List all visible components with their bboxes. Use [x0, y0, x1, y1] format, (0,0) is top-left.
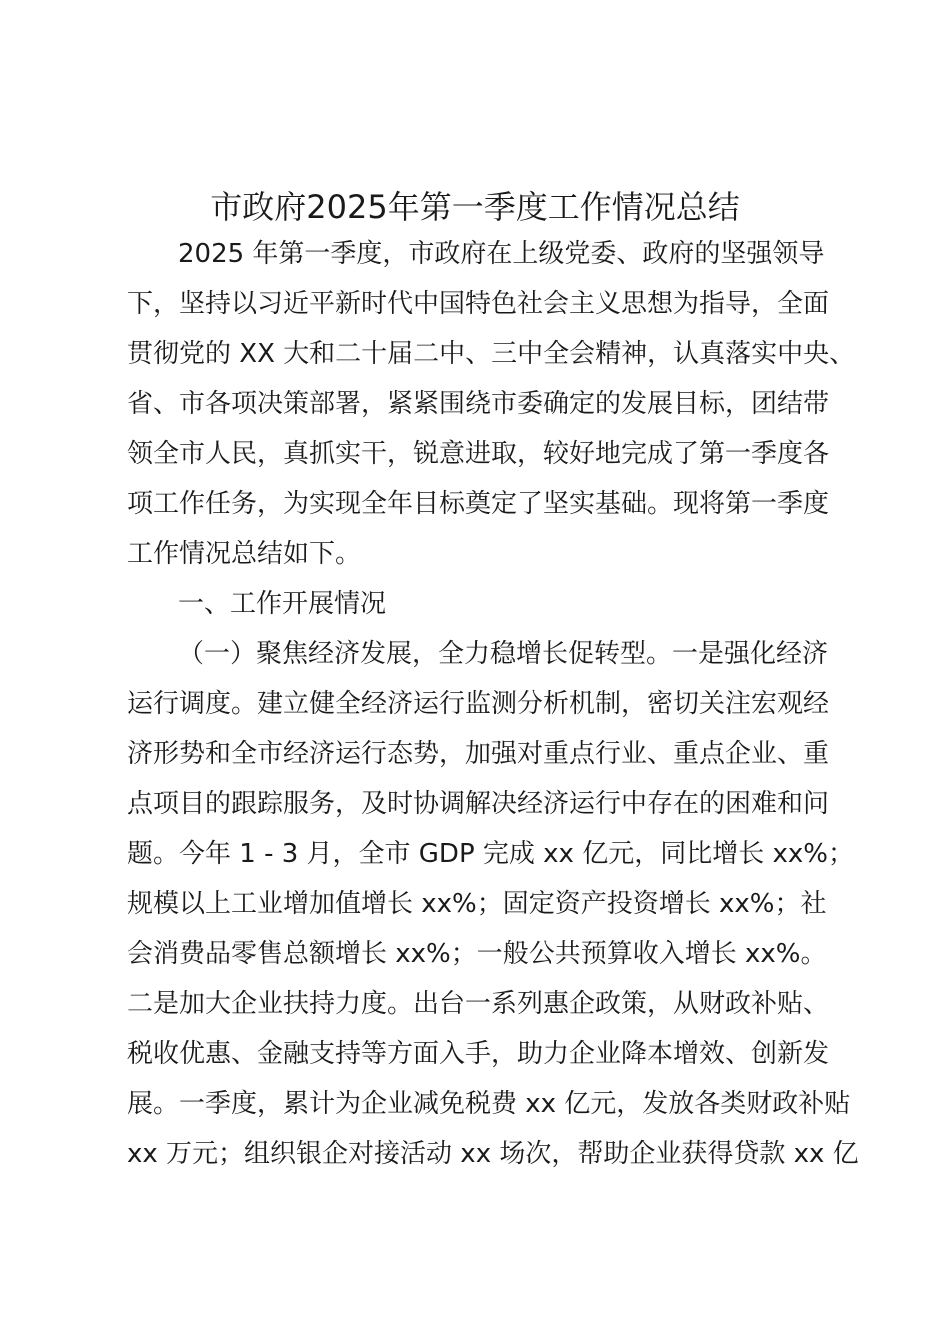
- intro-line: 下，坚持以习近平新时代中国特色社会主义思想为指导，全面: [127, 289, 830, 319]
- intro-line: 贯彻党的 XX 大和二十届二中、三中全会精神，认真落实中央、: [127, 339, 856, 369]
- intro-line: 领全市人民，真抓实干，锐意进取，较好地完成了第一季度各: [127, 439, 830, 469]
- body-line: （一）聚焦经济发展，全力稳增长促转型。一是强化经济: [178, 639, 829, 669]
- body-line: 税收优惠、金融支持等方面入手，助力企业降本增效、创新发: [127, 1039, 830, 1069]
- body-line: 点项目的跟踪服务，及时协调解决经济运行中存在的困难和问: [127, 789, 830, 819]
- body-line: 展。一季度，累计为企业减免税费 xx 亿元，发放各类财政补贴: [127, 1089, 851, 1119]
- intro-line: 2025 年第一季度，市政府在上级党委、政府的坚强领导: [178, 239, 825, 269]
- body-line: 运行调度。建立健全经济运行监测分析机制，密切关注宏观经: [127, 689, 830, 719]
- section-heading: 一、工作开展情况: [178, 589, 387, 619]
- body-line: 济形势和全市经济运行态势，加强对重点行业、重点企业、重: [127, 739, 830, 769]
- document-title: 市政府2025年第一季度工作情况总结: [210, 188, 740, 226]
- intro-line: 工作情况总结如下。: [127, 539, 362, 569]
- body-line: 会消费品零售总额增长 xx%；一般公共预算收入增长 xx%。: [127, 939, 827, 969]
- intro-line: 省、市各项决策部署，紧紧围绕市委确定的发展目标，团结带: [127, 389, 830, 419]
- intro-line: 项工作任务，为实现全年目标奠定了坚实基础。现将第一季度: [127, 489, 830, 519]
- body-line: 题。今年 1 - 3 月，全市 GDP 完成 xx 亿元，同比增长 xx%；: [127, 839, 854, 869]
- body-line: 规模以上工业增加值增长 xx%；固定资产投资增长 xx%；社: [127, 889, 827, 919]
- body-line: xx 万元；组织银企对接活动 xx 场次，帮助企业获得贷款 xx 亿: [127, 1139, 859, 1169]
- body-line: 二是加大企业扶持力度。出台一系列惠企政策，从财政补贴、: [127, 989, 830, 1019]
